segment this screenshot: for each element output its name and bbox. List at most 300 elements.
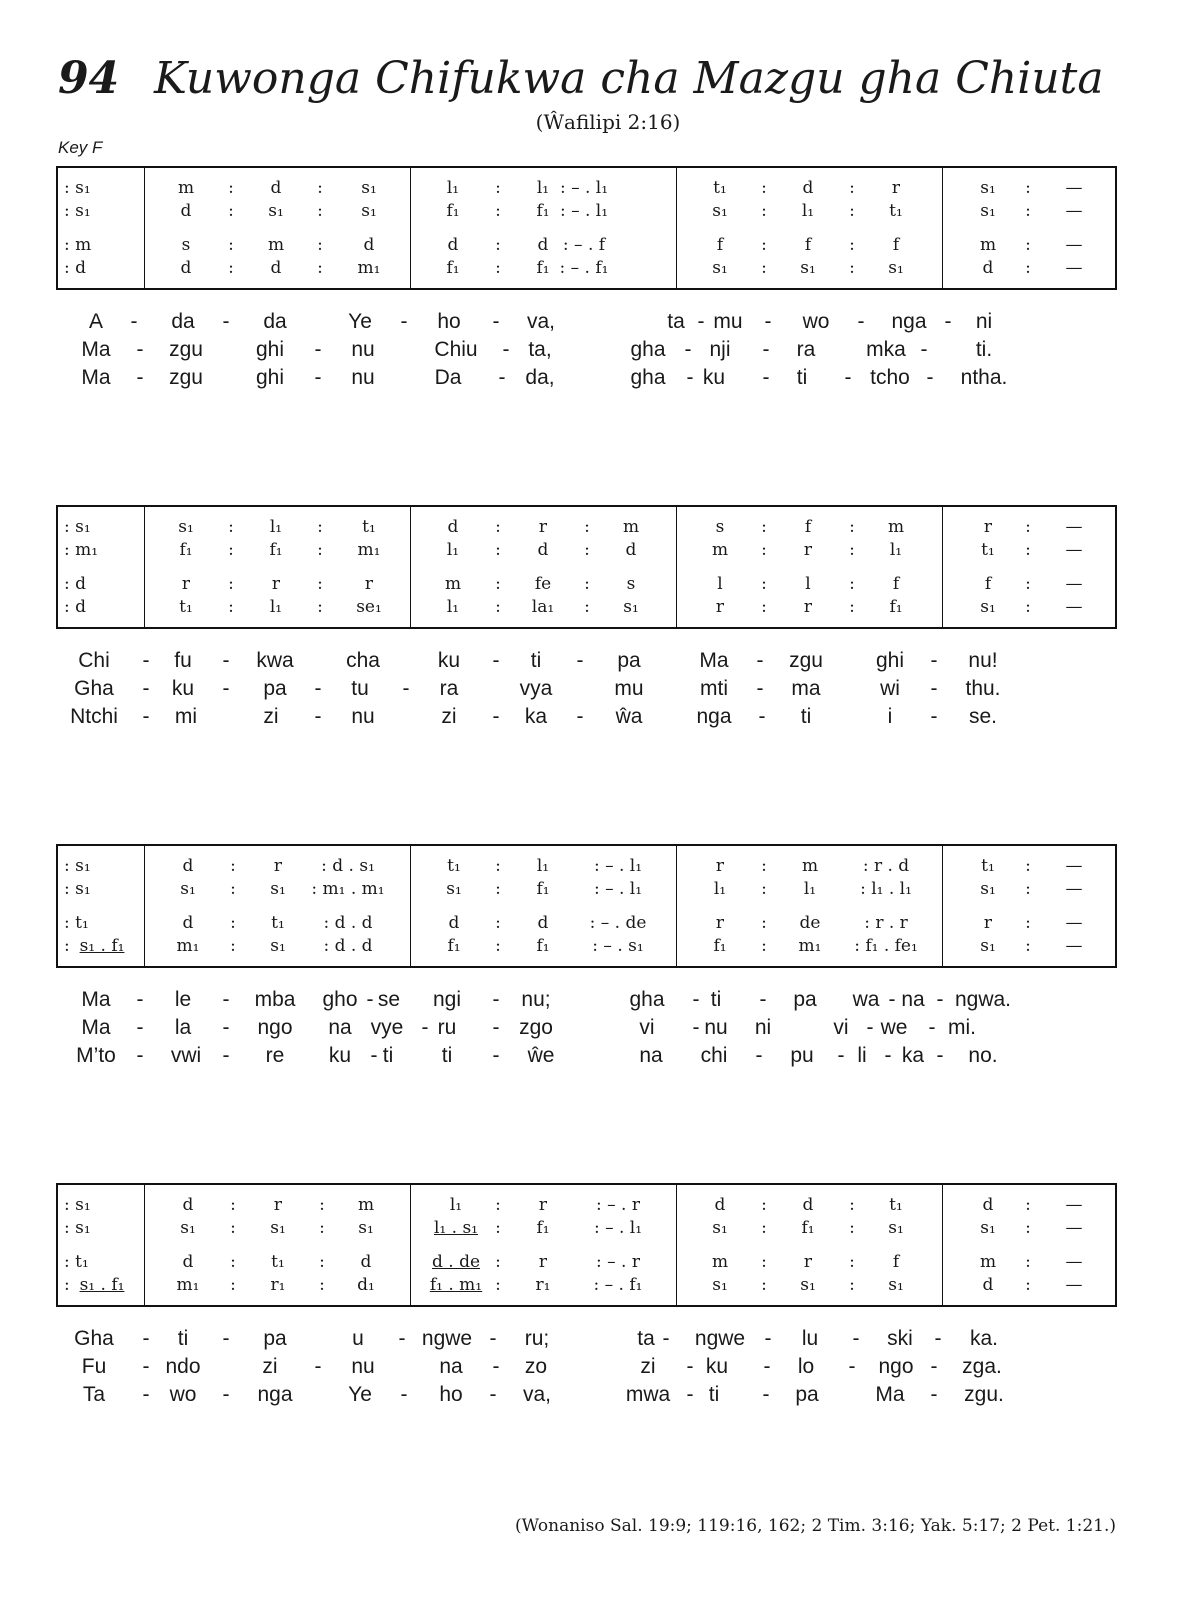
note-cell: —	[1065, 235, 1083, 255]
lyric-syllable: ŵe	[527, 1044, 555, 1067]
lyric-syllable: na	[901, 988, 925, 1011]
lyric-syllable: na	[439, 1355, 463, 1378]
note-cell: :	[761, 178, 767, 198]
syllable-hyphen: -	[136, 1016, 144, 1039]
note-cell: :	[495, 879, 501, 899]
lyric-syllable: ti	[441, 1044, 453, 1067]
note-cell: s₁	[268, 201, 284, 221]
note-cell: f₁	[536, 879, 550, 899]
syllable-hyphen: -	[697, 310, 705, 333]
lyric-syllable: Ta	[82, 1383, 106, 1406]
syllable-hyphen: -	[492, 1355, 500, 1378]
note-cell: m₁	[798, 936, 822, 956]
lyric-syllable: da	[263, 310, 287, 333]
note-cell: :	[319, 1195, 325, 1215]
lyric-syllable: ti	[710, 988, 722, 1011]
lyric-syllable: ndo	[165, 1355, 201, 1378]
note-cell: s₁ . f₁	[79, 1275, 125, 1295]
note-cell: d₁	[357, 1275, 375, 1295]
note-cell: :	[495, 540, 501, 560]
note-cell: r	[273, 1195, 283, 1215]
note-cell: l₁	[269, 517, 283, 537]
lyric-syllable: ra	[796, 338, 816, 361]
note-cell: :	[317, 235, 323, 255]
syllable-hyphen: -	[920, 338, 928, 361]
note-cell: :	[761, 540, 767, 560]
note-cell: d	[714, 1195, 726, 1215]
lyric-syllable: ghi	[875, 649, 905, 672]
note-cell: :	[495, 201, 501, 221]
lyric-syllable: zi	[263, 705, 279, 728]
lyric-syllable: ra	[439, 677, 459, 700]
note-cell: : r . d	[862, 856, 910, 876]
note-cell: : t₁	[64, 913, 89, 933]
syllable-hyphen: -	[222, 310, 230, 333]
note-cell: f₁	[889, 597, 903, 617]
syllable-hyphen: -	[400, 1383, 408, 1406]
note-cell: : r . r	[864, 913, 908, 933]
lyric-syllable: A	[88, 310, 104, 333]
note-cell: l₁	[269, 597, 283, 617]
note-cell: r	[983, 913, 993, 933]
note-cell: :	[495, 936, 501, 956]
lyric-verse-3	[56, 1381, 1117, 1409]
note-cell: m₁	[176, 1275, 200, 1295]
syllable-hyphen: -	[222, 649, 230, 672]
lyric-syllable: ru;	[524, 1327, 550, 1350]
note-cell: f₁	[179, 540, 193, 560]
syllable-hyphen: -	[492, 1044, 500, 1067]
syllable-hyphen: -	[314, 366, 322, 389]
note-cell: :	[317, 597, 323, 617]
note-cell: f₁ . m₁	[429, 1275, 483, 1295]
note-cell: :	[849, 178, 855, 198]
note-cell: s₁	[361, 178, 377, 198]
lyric-syllable: nu	[351, 366, 375, 389]
lyric-verse-2	[56, 336, 1117, 364]
note-cell: f₁	[536, 201, 550, 221]
syllable-hyphen: -	[492, 1016, 500, 1039]
lyric-syllable: cha	[346, 649, 380, 672]
lyric-syllable: zgu	[169, 338, 203, 361]
note-cell: t₁	[447, 856, 461, 876]
syllable-hyphen: -	[944, 310, 952, 333]
note-cell: : m₁	[64, 540, 99, 560]
note-cell: :	[495, 258, 501, 278]
voice-row-3	[58, 912, 1115, 934]
notation-staff	[56, 844, 1117, 968]
lyric-syllable: se	[377, 988, 401, 1011]
syllable-hyphen: -	[692, 988, 700, 1011]
syllable-hyphen: -	[762, 366, 770, 389]
note-cell: t₁	[981, 856, 995, 876]
note-cell: r	[715, 597, 725, 617]
syllable-hyphen: -	[222, 1327, 230, 1350]
note-cell: d	[270, 178, 282, 198]
note-cell: r	[983, 517, 993, 537]
lyric-syllable: le	[174, 988, 192, 1011]
note-cell: : – . r	[596, 1195, 640, 1215]
note-cell: :	[849, 1275, 855, 1295]
syllable-hyphen: -	[684, 338, 692, 361]
note-cell: :	[495, 1252, 501, 1272]
lyric-syllable: Gha	[74, 677, 114, 700]
note-cell: m	[177, 178, 195, 198]
note-cell: t₁	[981, 540, 995, 560]
note-cell: r	[181, 574, 191, 594]
lyric-syllable: Fu	[81, 1355, 107, 1378]
note-cell: s₁	[888, 258, 904, 278]
note-cell: r	[715, 913, 725, 933]
lyric-syllable: Ma	[81, 338, 111, 361]
lyric-syllable: va,	[526, 310, 556, 333]
syllable-hyphen: -	[222, 677, 230, 700]
syllable-hyphen: -	[314, 677, 322, 700]
lyric-syllable: nji	[709, 338, 731, 361]
lyric-verse-2	[56, 675, 1117, 703]
note-cell: —	[1065, 574, 1083, 594]
syllable-hyphen: -	[764, 310, 772, 333]
syllable-hyphen: -	[762, 338, 770, 361]
lyric-syllable: Ye	[348, 310, 372, 333]
note-cell: : s₁	[64, 201, 91, 221]
note-cell: l₁	[446, 540, 460, 560]
note-cell: r	[538, 1252, 548, 1272]
note-cell: d	[180, 201, 192, 221]
note-cell: : d . d	[323, 936, 373, 956]
syllable-hyphen: -	[222, 988, 230, 1011]
syllable-hyphen: -	[402, 677, 410, 700]
lyric-syllable: Ye	[348, 1383, 372, 1406]
note-cell: —	[1065, 1218, 1083, 1238]
note-cell: :	[1025, 517, 1031, 537]
lyric-syllable: ngo	[257, 1016, 293, 1039]
syllable-hyphen: -	[852, 1327, 860, 1350]
note-cell: : m	[64, 235, 92, 255]
note-cell: s₁	[800, 258, 816, 278]
lyric-syllable: ta,	[528, 338, 552, 361]
note-cell: —	[1065, 258, 1083, 278]
lyric-syllable: gha	[630, 338, 666, 361]
note-cell: :	[1025, 1275, 1031, 1295]
lyric-syllable: thu.	[965, 677, 1001, 700]
syllable-hyphen: -	[764, 1327, 772, 1350]
note-cell: :	[495, 517, 501, 537]
note-cell: r	[538, 517, 548, 537]
note-cell: :	[849, 1195, 855, 1215]
lyric-syllable: wo	[802, 310, 830, 333]
note-cell: :	[761, 879, 767, 899]
note-cell: : t₁	[64, 1252, 89, 1272]
lyric-syllable: pa	[263, 1327, 287, 1350]
syllable-hyphen: -	[142, 705, 150, 728]
note-cell: :	[761, 936, 767, 956]
note-cell: f	[892, 574, 900, 594]
note-cell: :	[1025, 936, 1031, 956]
note-cell: s₁	[180, 879, 196, 899]
note-cell: :	[317, 201, 323, 221]
lyric-syllable: ti	[530, 649, 542, 672]
note-cell: l	[805, 574, 811, 594]
lyric-syllable: ti	[796, 366, 808, 389]
lyric-syllable: ni	[975, 310, 993, 333]
note-cell: s₁	[270, 879, 286, 899]
note-cell: :	[230, 1195, 236, 1215]
note-cell: t₁	[179, 597, 193, 617]
note-cell: s₁	[178, 517, 194, 537]
lyric-syllable: mba	[254, 988, 296, 1011]
note-cell: :	[1025, 258, 1031, 278]
note-cell: :	[230, 856, 236, 876]
lyric-syllable: lo	[797, 1355, 815, 1378]
syllable-hyphen: -	[421, 1016, 429, 1039]
voice-row-4	[58, 596, 1115, 618]
note-cell: l₁	[446, 597, 460, 617]
note-cell: :	[849, 517, 855, 537]
note-cell: m	[622, 517, 640, 537]
syllable-hyphen: -	[756, 677, 764, 700]
hymn-number: 94	[58, 53, 120, 104]
lyric-syllable: zga.	[962, 1355, 1002, 1378]
note-cell: :	[1025, 1218, 1031, 1238]
note-cell: d	[537, 913, 549, 933]
lyric-syllable: mti	[700, 677, 728, 700]
voice-row-2	[58, 539, 1115, 561]
note-cell: :	[761, 201, 767, 221]
note-cell: : d	[64, 258, 87, 278]
note-cell: l₁	[446, 178, 460, 198]
syllable-hyphen: -	[222, 1016, 230, 1039]
lyric-syllable: we	[880, 1016, 908, 1039]
lyric-syllable: gha	[630, 366, 666, 389]
note-cell: :	[230, 1275, 236, 1295]
lyric-verse-3	[56, 703, 1117, 731]
note-cell: :	[584, 574, 590, 594]
lyric-syllable: Ma	[81, 988, 111, 1011]
lyric-verse-1	[56, 986, 1117, 1014]
note-cell: :	[230, 1252, 236, 1272]
note-cell: :	[1025, 1252, 1031, 1272]
lyric-syllable: tcho	[870, 366, 910, 389]
note-cell: : m₁ . m₁	[311, 879, 385, 899]
note-cell: m	[711, 1252, 729, 1272]
note-cell: :	[849, 540, 855, 560]
note-cell: : s₁	[64, 1195, 91, 1215]
note-cell: : – . l₁	[593, 879, 643, 899]
note-cell: :	[1025, 856, 1031, 876]
lyric-syllable: ta	[667, 310, 685, 333]
lyric-syllable: ka	[524, 705, 548, 728]
note-cell: : s₁	[64, 1218, 91, 1238]
note-cell: s₁	[270, 1218, 286, 1238]
syllable-hyphen: -	[848, 1355, 856, 1378]
lyric-syllable: ho	[437, 310, 461, 333]
lyric-syllable: fu	[174, 649, 192, 672]
lyric-verse-3	[56, 1042, 1117, 1070]
lyric-syllable: zgo	[519, 1016, 553, 1039]
lyric-syllable: M’to	[76, 1044, 116, 1067]
lyric-syllable: ghi	[255, 338, 285, 361]
syllable-hyphen: -	[692, 1016, 700, 1039]
note-cell: d	[182, 1195, 194, 1215]
note-cell: r	[271, 574, 281, 594]
note-cell: s₁	[623, 597, 639, 617]
note-cell: f₁	[447, 936, 461, 956]
syllable-hyphen: -	[930, 649, 938, 672]
note-cell: l	[717, 574, 723, 594]
lyric-verse-2	[56, 1353, 1117, 1381]
syllable-hyphen: -	[502, 338, 510, 361]
footer-references: (Wonaniso Sal. 19:9; 119:16, 162; 2 Tim. 3:16; Yak. 5:17; 2 Pet. 1:21.)	[514, 1516, 1116, 1536]
syllable-hyphen: -	[686, 1383, 694, 1406]
note-cell: :	[317, 517, 323, 537]
note-cell: :	[761, 235, 767, 255]
lyric-syllable: ku	[328, 1044, 352, 1067]
note-cell: s₁	[980, 178, 996, 198]
note-cell: s₁	[980, 201, 996, 221]
lyric-syllable: pa	[263, 677, 287, 700]
lyric-syllable: zgu	[789, 649, 823, 672]
note-cell: :	[495, 1218, 501, 1238]
note-cell: m	[711, 540, 729, 560]
lyric-syllable: ti	[177, 1327, 189, 1350]
syllable-hyphen: -	[142, 649, 150, 672]
note-cell: f₁	[269, 540, 283, 560]
lyric-syllable: i	[887, 705, 893, 728]
lyric-syllable: se.	[968, 705, 998, 728]
lyric-syllable: pa	[617, 649, 641, 672]
note-cell: f₁	[801, 1218, 815, 1238]
note-cell: :	[1025, 1195, 1031, 1215]
note-cell: l₁	[536, 178, 550, 198]
note-cell: : – . f₁	[593, 1275, 643, 1295]
note-cell: —	[1065, 936, 1083, 956]
note-cell: f	[804, 517, 812, 537]
note-cell: m	[801, 856, 819, 876]
lyric-syllable: Ma	[81, 1016, 111, 1039]
hymn-header	[58, 52, 1158, 162]
syllable-hyphen: -	[888, 988, 896, 1011]
syllable-hyphen: -	[370, 1044, 378, 1067]
lyric-syllable: u	[352, 1327, 364, 1350]
syllable-hyphen: -	[884, 1044, 892, 1067]
note-cell: :	[495, 913, 501, 933]
syllable-hyphen: -	[489, 1383, 497, 1406]
syllable-hyphen: -	[398, 1327, 406, 1350]
lyric-syllable: la	[174, 1016, 192, 1039]
note-cell: :	[319, 1275, 325, 1295]
note-cell: —	[1065, 1252, 1083, 1272]
lyric-syllable: gha	[629, 988, 665, 1011]
note-cell: s₁	[888, 1218, 904, 1238]
note-cell: :	[584, 517, 590, 537]
lyric-syllable: vya	[519, 677, 553, 700]
note-cell: l₁	[889, 540, 903, 560]
note-cell: :	[761, 856, 767, 876]
lyric-syllable: li	[857, 1044, 867, 1067]
lyric-syllable: ntha.	[960, 366, 1008, 389]
lyric-syllable: na	[328, 1016, 352, 1039]
note-cell: t₁	[271, 913, 285, 933]
lyric-syllable: pa	[795, 1383, 819, 1406]
syllable-hyphen: -	[934, 1327, 942, 1350]
note-cell: :	[761, 597, 767, 617]
note-cell: d	[270, 258, 282, 278]
lyric-syllable: ti	[382, 1044, 394, 1067]
note-cell: d	[537, 235, 549, 255]
lyric-verse-1	[56, 647, 1117, 675]
note-cell: :	[495, 856, 501, 876]
note-cell: s₁	[712, 258, 728, 278]
note-cell: :	[761, 1195, 767, 1215]
syllable-hyphen: -	[755, 1044, 763, 1067]
note-cell: f₁	[446, 201, 460, 221]
lyric-syllable: Ma	[81, 366, 111, 389]
note-cell: s₁	[888, 1275, 904, 1295]
note-cell: d	[802, 1195, 814, 1215]
syllable-hyphen: -	[926, 366, 934, 389]
syllable-hyphen: -	[576, 705, 584, 728]
note-cell: :	[761, 1252, 767, 1272]
note-cell: d	[182, 1252, 194, 1272]
note-cell: :	[1025, 597, 1031, 617]
note-cell: r	[803, 1252, 813, 1272]
note-cell: s₁	[270, 936, 286, 956]
lyric-syllable: ku	[171, 677, 195, 700]
note-cell: :	[1025, 879, 1031, 899]
lyric-syllable: ngwe	[421, 1327, 473, 1350]
lyric-syllable: Gha	[74, 1327, 114, 1350]
lyric-syllable: Da	[434, 366, 462, 389]
lyric-syllable: Ma	[699, 649, 729, 672]
voice-row-3	[58, 573, 1115, 595]
lyric-syllable: nu	[351, 338, 375, 361]
syllable-hyphen: -	[492, 705, 500, 728]
note-cell: d	[982, 1195, 994, 1215]
syllable-hyphen: -	[492, 988, 500, 1011]
note-cell: f₁	[446, 258, 460, 278]
syllable-hyphen: -	[930, 677, 938, 700]
voice-row-1	[58, 1194, 1115, 1216]
note-cell: l₁	[713, 879, 727, 899]
note-cell: : – . f₁	[559, 258, 609, 278]
lyric-syllable: mu	[713, 310, 743, 333]
note-cell: d	[182, 913, 194, 933]
note-cell: f₁	[536, 258, 550, 278]
lyric-syllable: ta	[637, 1327, 655, 1350]
note-cell: :	[849, 235, 855, 255]
lyric-syllable: ho	[439, 1383, 463, 1406]
note-cell: d	[537, 540, 549, 560]
lyric-syllable: tu	[351, 677, 369, 700]
note-cell: d	[802, 178, 814, 198]
lyric-syllable: zi	[441, 705, 457, 728]
syllable-hyphen: -	[928, 1016, 936, 1039]
syllable-hyphen: -	[366, 988, 374, 1011]
note-cell: :	[495, 1275, 501, 1295]
note-cell: : – . l₁	[593, 856, 643, 876]
voice-row-3	[58, 234, 1115, 256]
note-cell: :	[761, 574, 767, 594]
note-cell: s	[626, 574, 636, 594]
lyric-syllable: ti	[708, 1383, 720, 1406]
note-cell: —	[1065, 517, 1083, 537]
lyric-syllable: zo	[524, 1355, 548, 1378]
voice-row-1	[58, 516, 1115, 538]
lyric-syllable: ka	[901, 1044, 925, 1067]
note-cell: s₁	[980, 936, 996, 956]
lyric-syllable: vye	[370, 1016, 404, 1039]
